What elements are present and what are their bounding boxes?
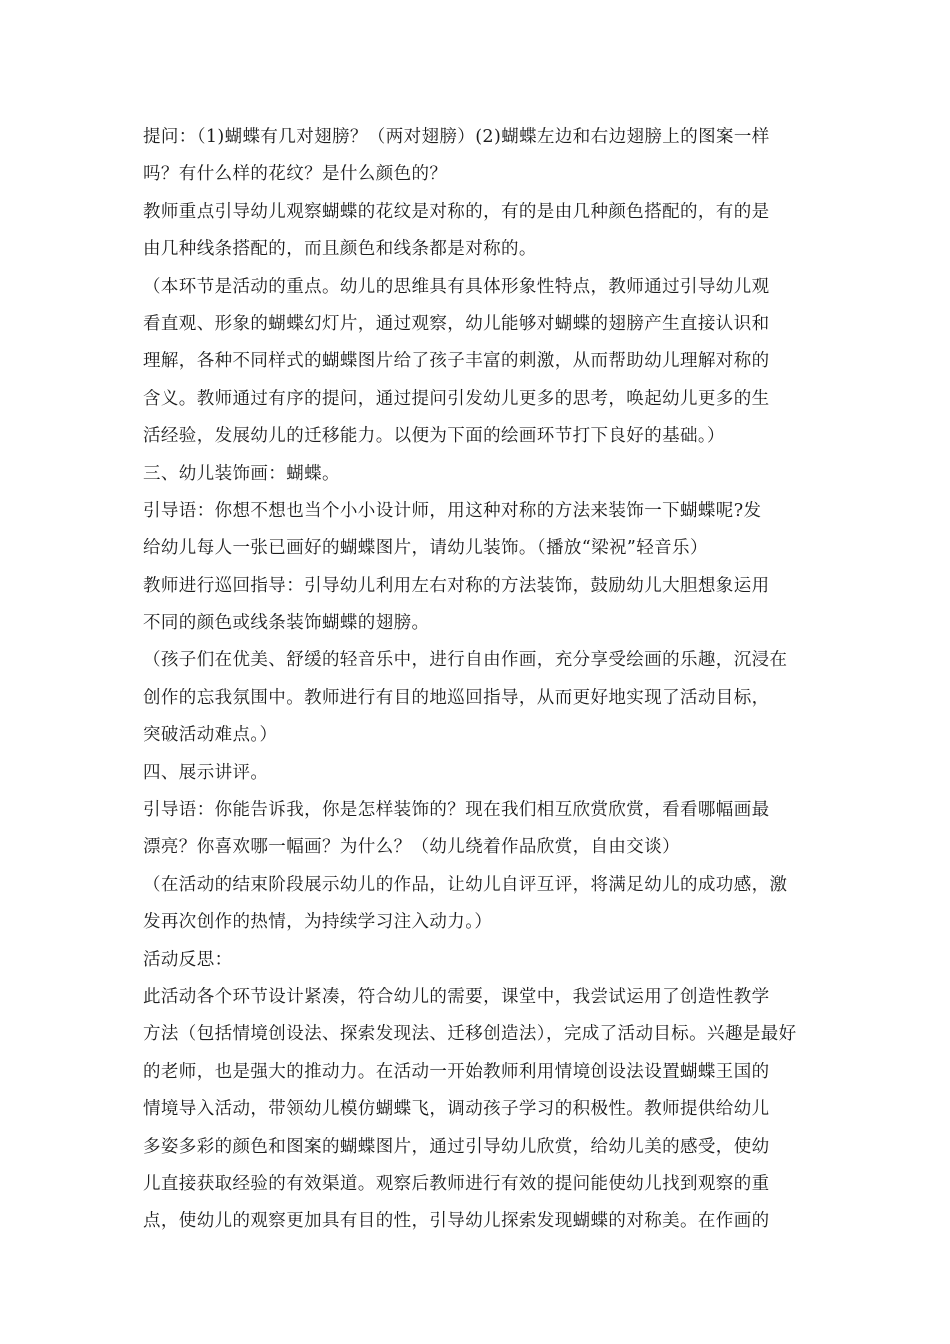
text-line: 漂亮？你喜欢哪一幅画？为什么？（幼儿绕着作品欣赏，自由交谈） bbox=[143, 837, 680, 858]
text-line: 情境导入活动，带领幼儿模仿蝴蝶飞，调动孩子学习的积极性。教师提供给幼儿 bbox=[143, 1099, 770, 1120]
section-heading: 活动反思： bbox=[143, 949, 233, 970]
text-line: 方法（包括情境创设法、探索发现法、迁移创造法），完成了活动目标。兴趣是最好 bbox=[143, 1024, 797, 1045]
text-line: 不同的颜色或线条装饰蝴蝶的翅膀。 bbox=[143, 613, 430, 634]
text-line: 含义。教师通过有序的提问，通过提问引发幼儿更多的思考，唤起幼儿更多的生 bbox=[143, 388, 770, 409]
text-line: 儿直接获取经验的有效渠道。观察后教师进行有效的提问能使幼儿找到观察的重 bbox=[143, 1173, 770, 1194]
text-line: 教师重点引导幼儿观察蝴蝶的花纹是对称的，有的是由几种颜色搭配的，有的是 bbox=[143, 201, 770, 222]
text-line: 活经验，发展幼儿的迁移能力。以便为下面的绘画环节打下良好的基础。） bbox=[143, 426, 725, 447]
text-line: 理解，各种不同样式的蝴蝶图片给了孩子丰富的刺激，从而帮助幼儿理解对称的 bbox=[143, 351, 770, 372]
text-line: 发再次创作的热情，为持续学习注入动力。） bbox=[143, 912, 493, 933]
text-line: 多姿多彩的颜色和图案的蝴蝶图片，通过引导幼儿欣赏，给幼儿美的感受，使幼 bbox=[143, 1136, 770, 1157]
text-line: 突破活动难点。） bbox=[143, 725, 278, 746]
text-line: 吗？有什么样的花纹？是什么颜色的？ bbox=[143, 164, 448, 185]
text-line: 创作的忘我氛围中。教师进行有目的地巡回指导，从而更好地实现了活动目标， bbox=[143, 687, 770, 708]
text-line: 给幼儿每人一张已画好的蝴蝶图片，请幼儿装饰。（播放“梁祝”轻音乐） bbox=[143, 538, 708, 559]
text-line: 教师进行巡回指导：引导幼儿利用左右对称的方法装饰，鼓励幼儿大胆想象运用 bbox=[143, 575, 770, 596]
text-line: 引导语：你能告诉我，你是怎样装饰的？现在我们相互欣赏欣赏，看看哪幅画最 bbox=[143, 800, 770, 821]
section-heading: 四、展示讲评。 bbox=[143, 762, 269, 783]
text-line: 点，使幼儿的观察更加具有目的性，引导幼儿探索发现蝴蝶的对称美。在作画的 bbox=[143, 1211, 770, 1232]
text-line: （本环节是活动的重点。幼儿的思维具有具体形象性特点，教师通过引导幼儿观 bbox=[143, 276, 770, 297]
text-line: 引导语：你想不想也当个小小设计师，用这种对称的方法来装饰一下蝴蝶呢?发 bbox=[143, 500, 762, 521]
document-body bbox=[143, 119, 809, 1241]
text-line: 的老师，也是强大的推动力。在活动一开始教师利用情境创设法设置蝴蝶王国的 bbox=[143, 1061, 770, 1082]
text-line: （在活动的结束阶段展示幼儿的作品，让幼儿自评互评，将满足幼儿的成功感，激 bbox=[143, 874, 788, 895]
text-line: 此活动各个环节设计紧凑，符合幼儿的需要，课堂中，我尝试运用了创造性教学 bbox=[143, 986, 770, 1007]
text-line: （孩子们在优美、舒缓的轻音乐中，进行自由作画，充分享受绘画的乐趣，沉浸在 bbox=[143, 650, 788, 671]
text-line: 提问：（1)蝴蝶有几对翅膀？（两对翅膀）(2)蝴蝶左边和右边翅膀上的图案一样 bbox=[143, 127, 770, 147]
text-line: 看直观、形象的蝴蝶幻灯片，通过观察，幼儿能够对蝴蝶的翅膀产生直接认识和 bbox=[143, 313, 770, 334]
section-heading: 三、幼儿装饰画：蝴蝶。 bbox=[143, 463, 340, 484]
text-line: 由几种线条搭配的，而且颜色和线条都是对称的。 bbox=[143, 239, 537, 260]
